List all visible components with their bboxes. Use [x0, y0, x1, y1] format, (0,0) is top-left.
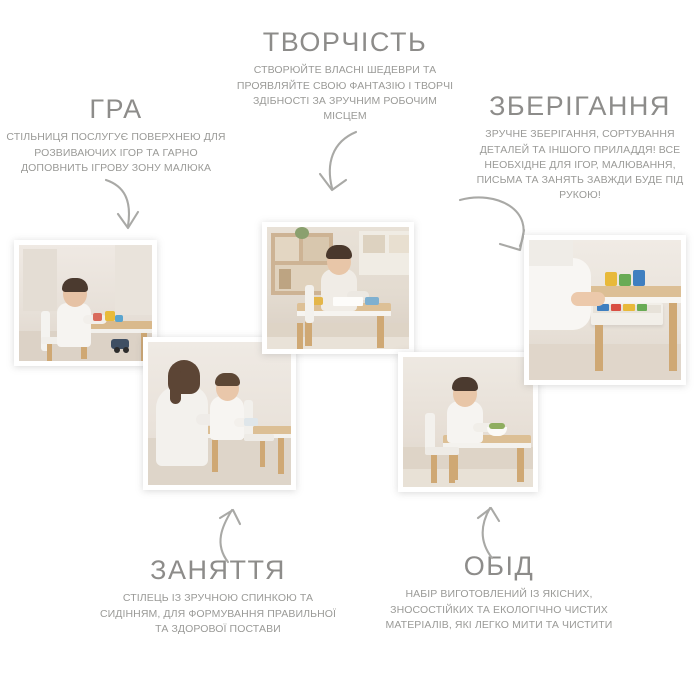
photo-card-storage	[524, 235, 686, 385]
arrow-gra	[98, 178, 158, 240]
feature-block-obid	[372, 552, 626, 633]
photo-lesson	[148, 342, 291, 485]
photo-card-lesson	[143, 337, 296, 490]
feature-body-tvorchist: СТВОРЮЙТЕ ВЛАСНІ ШЕДЕВРИ ТА ПРОЯВЛЯЙТЕ СВОЮ ФАНТАЗІЮ І ТВОРЧІ ЗДІБНОСТІ ЗА ЗРУЧНИМ РОБОЧИМ МІСЦЕМ	[236, 64, 454, 122]
feature-title-zberigannya: ЗБЕРІГАННЯ	[489, 91, 671, 121]
feature-body-zberigannya: ЗРУЧНЕ ЗБЕРІГАННЯ, СОРТУВАННЯ ДЕТАЛЕЙ ТА ІНШОГО ПРИЛАДДЯ! ВСЕ НЕОБХІДНЕ ДЛЯ ІГОР, МАЛЮВАННЯ, ПИСЬМА ТА ЗАНЯТЬ ЗАВЖДИ БУДЕ ПІД РУКОЮ!	[476, 128, 684, 202]
feature-title-zanyattya: ЗАНЯТТЯ	[150, 555, 286, 585]
photo-card-creative	[262, 222, 414, 354]
photo-meal	[403, 357, 533, 487]
feature-block-gra	[6, 95, 226, 176]
photo-storage	[529, 240, 681, 380]
photo-creative	[267, 227, 409, 349]
feature-title-obid: ОБІД	[463, 551, 535, 581]
feature-body-zanyattya: СТІЛЕЦЬ ІЗ ЗРУЧНОЮ СПИНКОЮ ТА СИДІННЯМ, ДЛЯ ФОРМУВАННЯ ПРАВИЛЬНОЇ ТА ЗДОРОВОЇ ПОСТАВИ	[99, 592, 337, 635]
feature-block-tvorchist	[232, 28, 458, 124]
photo-card-meal	[398, 352, 538, 492]
photo-card-play	[14, 240, 157, 366]
feature-body-obid: НАБІР ВИГОТОВЛЕНИЙ ІЗ ЯКІСНИХ, ЗНОСОСТІЙКИХ ТА ЕКОЛОГІЧНО ЧИСТИХ МАТЕРІАЛІВ, ЯКІ ЛЕГКО МИТИ ТА ЧИСТИТИ	[385, 588, 613, 631]
feature-block-zanyattya	[96, 556, 340, 637]
feature-body-gra: СТІЛЬНИЦЯ ПОСЛУГУЄ ПОВЕРХНЕЮ ДЛЯ РОЗВИВАЮЧИХ ІГОР ТА ГАРНО ДОПОВНИТЬ ІГРОВУ ЗОНУ МАЛЮКА	[6, 131, 226, 174]
arrow-tvorchist	[316, 130, 372, 202]
feature-title-gra: ГРА	[89, 94, 143, 124]
feature-title-tvorchist: ТВОРЧІСТЬ	[262, 27, 428, 57]
photo-play	[19, 245, 152, 361]
feature-block-zberigannya	[462, 92, 698, 203]
arrow-obid	[466, 506, 512, 560]
arrow-zanyattya	[204, 508, 252, 564]
